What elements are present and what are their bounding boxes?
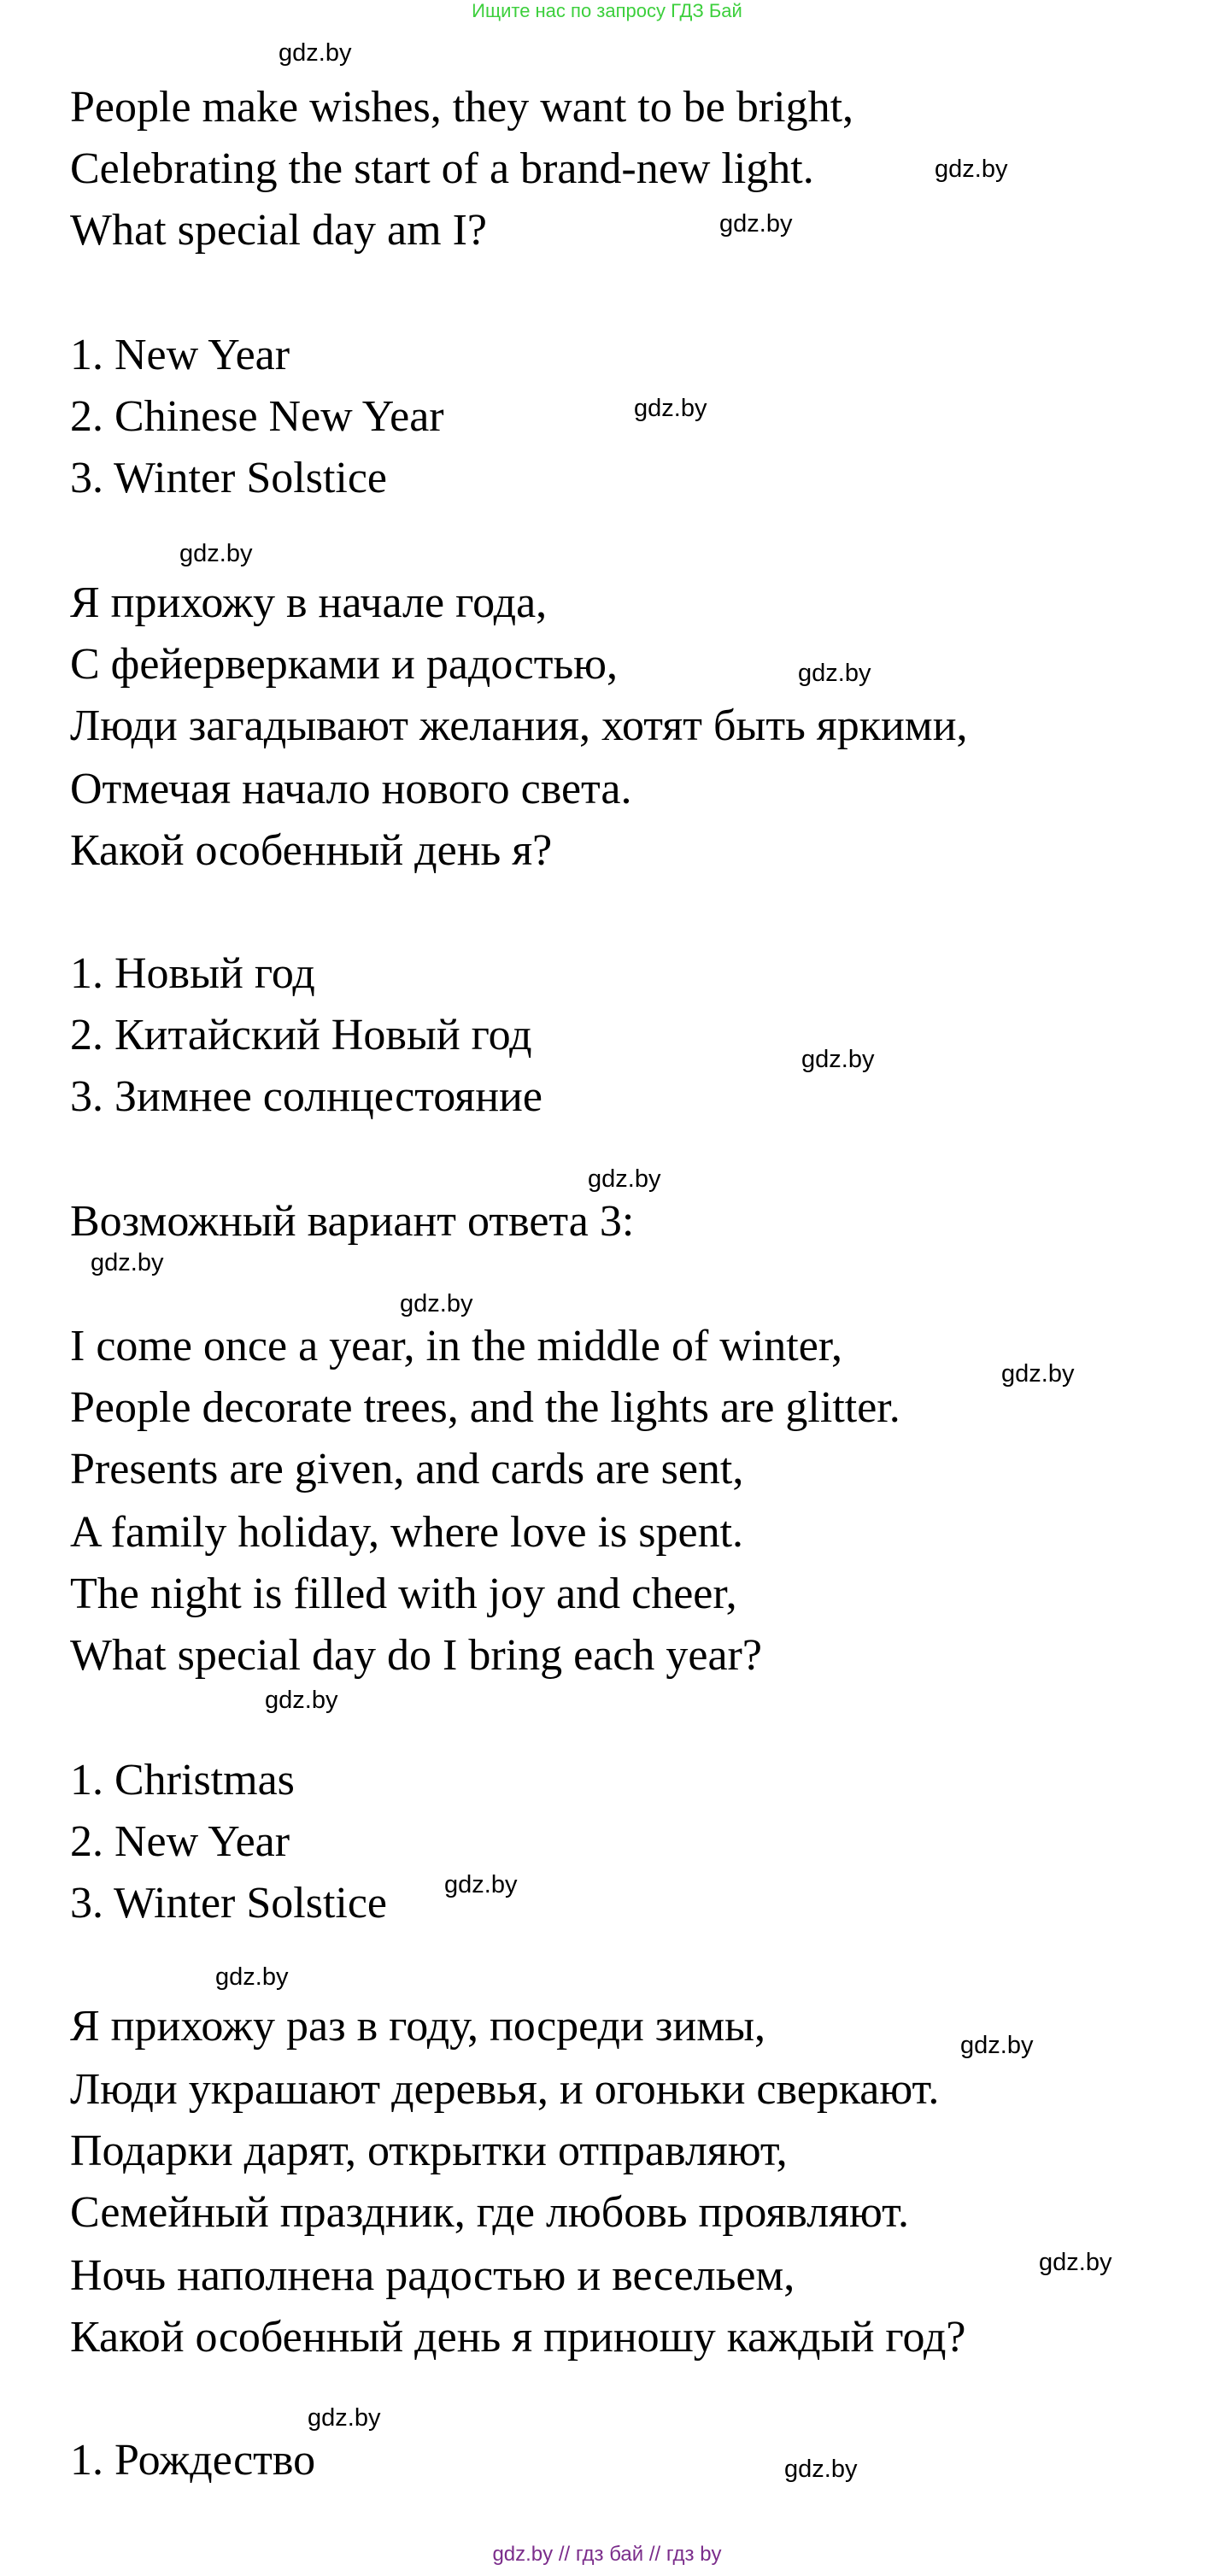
text-line: The night is filled with joy and cheer,	[70, 1570, 737, 1618]
text-line: People decorate trees, and the lights are glitter.	[70, 1383, 900, 1432]
text-line: What special day do I bring each year?	[70, 1631, 762, 1680]
answer-option: 1. New Year	[70, 331, 290, 379]
footer-separator: //	[648, 2543, 661, 2566]
text-line: Отмечая начало нового света.	[70, 765, 632, 813]
section-heading: Возможный вариант ответа 3:	[70, 1197, 635, 1246]
watermark: gdz.by	[91, 1249, 164, 1276]
answer-option: 1. Рождество	[70, 2436, 316, 2485]
watermark: gdz.by	[444, 1871, 518, 1898]
watermark: gdz.by	[215, 1963, 289, 1991]
watermark: gdz.by	[308, 2404, 381, 2432]
text-line: Люди загадывают желания, хотят быть яркими,	[70, 701, 968, 750]
answer-option: 3. Winter Solstice	[70, 454, 388, 502]
text-line: People make wishes, they want to be bright,	[70, 83, 854, 132]
answer-option: 3. Зимнее солнцестояние	[70, 1072, 542, 1121]
watermark: gdz.by	[400, 1290, 473, 1317]
watermark: gdz.by	[265, 1687, 338, 1714]
text-line: Я прихожу раз в году, посреди зимы,	[70, 2002, 766, 2051]
watermark: gdz.by	[634, 395, 707, 422]
text-line: What special day am I?	[70, 206, 487, 255]
footer	[0, 2543, 1214, 2567]
text-line: Подарки дарят, открытки отправляют,	[70, 2127, 788, 2175]
answer-option: 1. Новый год	[70, 949, 315, 998]
text-line: Семейный праздник, где любовь проявляют.	[70, 2188, 909, 2237]
answer-option: 2. New Year	[70, 1817, 290, 1866]
text-line: Какой особенный день я?	[70, 826, 553, 875]
watermark: gdz.by	[960, 2032, 1034, 2059]
watermark: gdz.by	[179, 540, 253, 567]
text-line: I come once a year, in the middle of winter,	[70, 1322, 843, 1370]
text-line: С фейерверками и радостью,	[70, 640, 619, 689]
watermark: gdz.by	[801, 1046, 875, 1073]
text-line: Люди украшают деревья, и огоньки сверкают.	[70, 2065, 940, 2114]
footer-separator: //	[558, 2543, 571, 2566]
text-line: Я прихожу в начале года,	[70, 578, 548, 627]
text-line: Presents are given, and cards are sent,	[70, 1445, 744, 1493]
watermark: gdz.by	[1001, 1360, 1075, 1388]
watermark: gdz.by	[784, 2456, 858, 2483]
watermark: gdz.by	[1039, 2249, 1112, 2276]
footer-link-gdz-by-mixed[interactable]: гдз by	[666, 2543, 722, 2566]
watermark: gdz.by	[279, 39, 352, 67]
answer-option: 3. Winter Solstice	[70, 1879, 388, 1928]
answer-option: 2. Chinese New Year	[70, 392, 444, 441]
watermark: gdz.by	[588, 1165, 661, 1193]
search-hint-link[interactable]: Ищите нас по запросу ГДЗ Бай	[472, 0, 742, 21]
answer-option: 2. Китайский Новый год	[70, 1011, 532, 1059]
watermark: gdz.by	[798, 660, 871, 687]
footer-link-gdz-bai[interactable]: гдз бай	[575, 2543, 644, 2566]
text-line: Какой особенный день я приношу каждый год?	[70, 2313, 966, 2362]
text-line: Ночь наполнена радостью и весельем,	[70, 2251, 795, 2300]
watermark: gdz.by	[935, 155, 1008, 183]
footer-link-gdz-by[interactable]: gdz.by	[492, 2543, 554, 2566]
watermark: gdz.by	[719, 210, 793, 238]
text-line: A family holiday, where love is spent.	[70, 1508, 744, 1557]
text-line: Celebrating the start of a brand-new light.	[70, 144, 814, 193]
answer-option: 1. Christmas	[70, 1756, 295, 1804]
